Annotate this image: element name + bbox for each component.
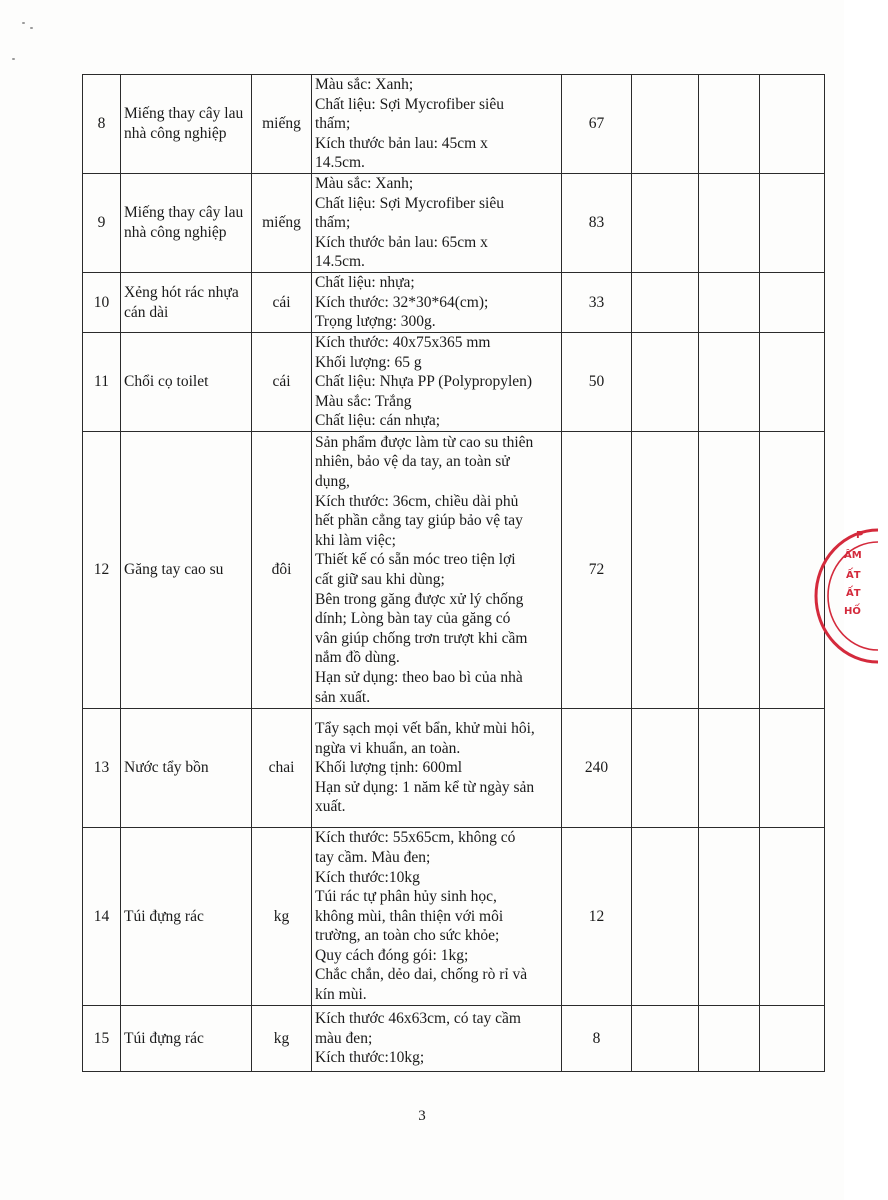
spec-line: Kích thước:10kg; [315,1049,425,1067]
scan-speck [30,27,33,29]
empty-cell [699,333,760,432]
empty-cell [699,709,760,828]
specification-cell [312,273,562,333]
unit-cell: cái [252,273,312,333]
spec-line: sản xuất. [315,688,371,706]
unit-cell: miếng [252,174,312,273]
specification-cell [312,75,562,174]
row-index-cell: 8 [83,75,121,174]
spec-line: Chắc chắn, dẻo dai, chống rò rỉ và [315,966,528,984]
empty-cell [699,75,760,174]
empty-cell [632,75,699,174]
spec-line: kín mùi. [315,986,367,1004]
unit-cell: cái [252,333,312,432]
unit-cell: kg [252,828,312,1006]
empty-cell [760,273,825,333]
empty-cell [632,432,699,709]
spec-line: nắm đồ dùng. [315,649,400,667]
row-index-cell: 9 [83,174,121,273]
spec-line: thấm; [315,214,351,232]
spec-line: Màu sắc: Xanh; [315,76,414,94]
specification-cell [312,333,562,432]
item-name-cell: Nước tẩy bồn [121,709,252,828]
spec-line: hết phần cẳng tay giúp bảo vệ tay [315,512,523,530]
spec-line: Sản phẩm được làm từ cao su thiên [315,433,534,451]
spec-line: nhiên, bảo vệ da tay, an toàn sử [315,453,510,471]
empty-cell [760,828,825,1006]
scan-speck [12,58,15,60]
spec-line: Kích thước: 40x75x365 mm [315,334,491,352]
red-stamp-seal [808,520,888,670]
spec-line: Bên trong găng được xử lý chống [315,590,524,608]
table-row [83,1006,825,1072]
spec-line: Chất liệu: nhựa; [315,274,415,292]
unit-cell: đôi [252,432,312,709]
spec-line: thấm; [315,115,351,133]
empty-cell [760,174,825,273]
empty-cell [699,1006,760,1072]
scan-speck [22,22,25,24]
spec-line: Kích thước: 36cm, chiều dài phủ [315,492,519,510]
spec-line: Tẩy sạch mọi vết bẩn, khử mùi hôi, [315,720,535,738]
item-name-cell: Găng tay cao su [121,432,252,709]
spec-line: Chất liệu: Nhựa PP (Polypropylen) [315,373,533,391]
specification-cell [312,174,562,273]
page-number: 3 [418,1108,426,1124]
spec-line: không mùi, thân thiện với môi [315,907,504,925]
specification-cell [312,432,562,709]
spec-line: Khối lượng tịnh: 600ml [315,759,463,777]
specification-cell [312,709,562,828]
spec-line: Chất liệu: Sợi Mycrofiber siêu [315,95,504,113]
spec-line: Kích thước bản lau: 65cm x [315,233,488,251]
table-body [83,75,825,1072]
empty-cell [632,1006,699,1072]
empty-cell [632,333,699,432]
empty-cell [632,709,699,828]
spec-line: Kích thước: 55x65cm, không có [315,829,516,847]
empty-cell [760,1006,825,1072]
table-row [83,174,825,273]
row-index-cell: 12 [83,432,121,709]
empty-cell [699,273,760,333]
empty-cell [632,174,699,273]
table-row [83,709,825,828]
item-name-cell: Chổi cọ toilet [121,333,252,432]
empty-cell [632,273,699,333]
row-index-cell: 13 [83,709,121,828]
empty-cell [699,174,760,273]
row-index-cell: 10 [83,273,121,333]
quantity-cell: 12 [562,828,632,1006]
quantity-cell: 67 [562,75,632,174]
item-name-cell: Túi đựng rác [121,1006,252,1072]
quantity-cell: 72 [562,432,632,709]
spec-line: ngừa vi khuẩn, an toàn. [315,739,461,757]
spec-line: Hạn sử dụng: 1 năm kể từ ngày sản [315,778,535,796]
table-row [83,333,825,432]
unit-cell: miếng [252,75,312,174]
table-row [83,273,825,333]
specification-cell [312,1006,562,1072]
item-name-cell: Xẻng hót rác nhựa cán dài [121,273,252,333]
unit-cell: kg [252,1006,312,1072]
spec-line: Chất liệu: cán nhựa; [315,412,441,430]
seal-text-fragment: ẤT [846,588,861,599]
empty-cell [760,709,825,828]
item-name-cell: Miếng thay cây lau nhà công nghiệp [121,174,252,273]
row-index-cell: 11 [83,333,121,432]
quantity-cell: 33 [562,273,632,333]
spec-line: Chất liệu: Sợi Mycrofiber siêu [315,194,504,212]
spec-line: Hạn sử dụng: theo bao bì của nhà [315,668,523,686]
empty-cell [699,432,760,709]
spec-line: 14.5cm. [315,253,365,271]
spec-line: xuất. [315,798,346,816]
unit-cell: chai [252,709,312,828]
item-name-cell: Miếng thay cây lau nhà công nghiệp [121,75,252,174]
spec-line: dụng, [315,473,350,491]
quantity-cell: 240 [562,709,632,828]
row-index-cell: 15 [83,1006,121,1072]
row-index-cell: 14 [83,828,121,1006]
empty-cell [760,75,825,174]
spec-line: Trọng lượng: 300g. [315,313,436,331]
seal-text-fragment: P [856,530,864,541]
spec-line: dính; Lòng bàn tay của găng có [315,610,511,628]
spec-line: Kích thước bản lau: 45cm x [315,134,488,152]
spec-line: 14.5cm. [315,154,365,172]
spec-line: cất giữ sau khi dùng; [315,571,445,588]
specification-cell [312,828,562,1006]
spec-line: Màu sắc: Xanh; [315,175,414,193]
table-row [83,75,825,174]
spec-line: khi làm việc; [315,531,396,549]
quantity-cell: 50 [562,333,632,432]
table-row [83,828,825,1006]
specification-table [82,74,825,1072]
seal-text-fragment: ÂM [844,550,862,561]
spec-line: Khối lượng: 65 g [315,353,422,371]
seal-text-fragment: HỐ [844,606,861,617]
spec-line: Kích thước 46x63cm, có tay cầm [315,1010,521,1028]
quantity-cell: 83 [562,174,632,273]
seal-text-fragment: ẤT [846,570,861,581]
empty-cell [699,828,760,1006]
spec-line: Quy cách đóng gói: 1kg; [315,946,469,964]
spec-line: Túi rác tự phân hủy sinh học, [315,888,497,906]
spec-line: Kích thước: 32*30*64(cm); [315,293,489,311]
spec-line: Màu sắc: Trắng [315,392,412,410]
quantity-cell: 8 [562,1006,632,1072]
spec-line: tay cầm. Màu đen; [315,848,431,866]
spec-line: màu đen; [315,1029,373,1047]
item-name-cell: Túi đựng rác [121,828,252,1006]
spec-line: Thiết kế có sẵn móc treo tiện lợi [315,551,516,569]
empty-cell [760,333,825,432]
spec-line: trường, an toàn cho sức khỏe; [315,927,500,945]
empty-cell [632,828,699,1006]
table-row [83,432,825,709]
spec-line: vân giúp chống trơn trượt khi cầm [315,629,528,647]
spec-line: Kích thước:10kg [315,868,420,886]
